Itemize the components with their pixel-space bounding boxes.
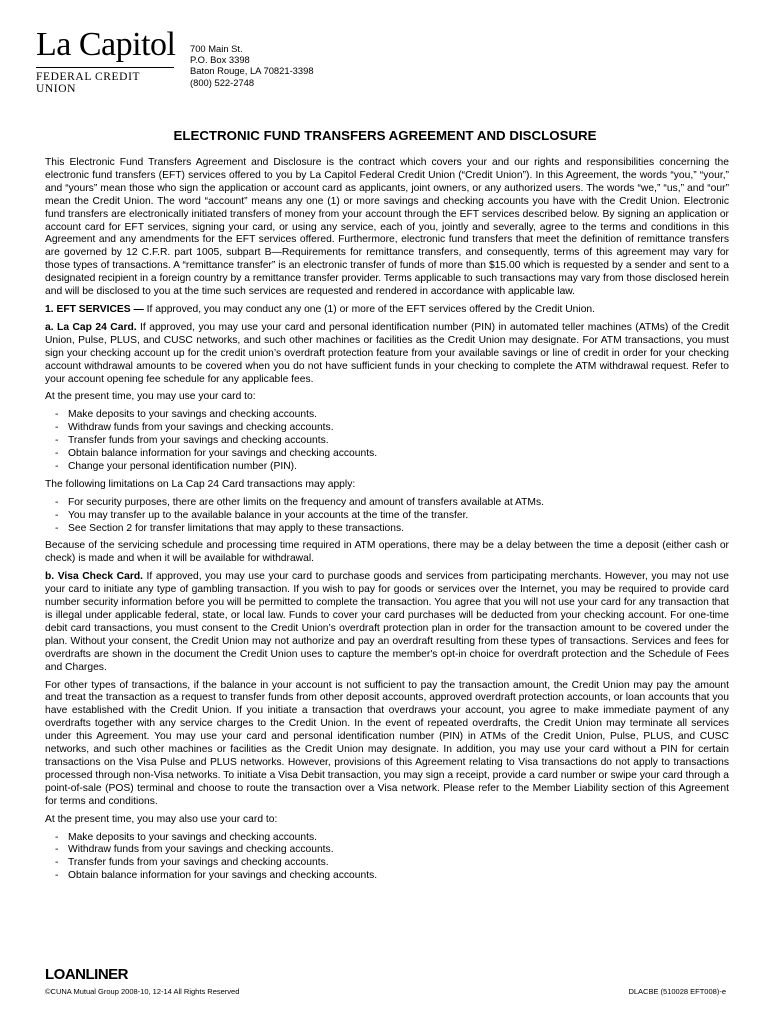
limitations-list — [45, 497, 729, 536]
document-body — [45, 157, 729, 888]
other-transactions-paragraph: For other types of transactions, if the balance in your account is not sufficient to pay the transaction amount, the Credit Union may pay the amount and treat the transaction as a request to transfer funds from other deposit accounts, approved overdraft protection accounts, or loan accounts that you have established with the Credit Union. If you initiate a transaction that overdraws your account, you agree to make immediate payment of any overdrafts together with any service charges to the Credit Union. In the event of repeated overdrafts, the Credit Union may terminate all services under this Agreement. You may use your card and personal identification number (PIN) in ATMs of the Credit Union, Pulse, PLUS, and CUSC networks, and such other machines or facilities as the Credit Union may designate. In addition, you may use your card without a PIN for certain transactions on the Visa Pulse and PLUS networks. However, provisions of this Agreement relating to Visa transactions do not apply to transactions processed through non-Visa networks. To initiate a Visa Debit transaction, you may sign a receipt, provide a card number or swipe your card through a point-of-sale (POS) terminal and choose to route the transaction over a Visa network. Please refer to the Member Liability section of this Agreement for terms and conditions. — [45, 679, 729, 807]
list-item: - Change your personal identification number (PIN). — [55, 461, 729, 474]
list-item: - Make deposits to your savings and checking accounts. — [55, 409, 729, 422]
loanliner-logo: LOANLINER — [45, 966, 128, 983]
list-item: - Transfer funds from your savings and checking accounts. — [55, 435, 729, 448]
intro-paragraph: This Electronic Fund Transfers Agreement and Disclosure is the contract which covers your and our rights and responsibilities concerning the electronic fund transfers (EFT) services offered to you by La Capitol Federal Credit Union (“Credit Union”). In this Agreement, the words “you,” “your,” and “yours” mean those who sign the application or account card as applicants, joint owners, or any authorized users. The words “we,” “us,” and “our” mean the Credit Union. The word “account” means any one (1) or more savings and checking accounts you have with the Credit Union. Electronic fund transfers are electronically initiated transfers of money from your account through the EFT services described below. By signing an application or account card for EFT services, signing your card, or using any service, each of you, jointly and severally, agree to the terms and conditions in this Agreement and any amendments for the EFT services offered. Furthermore, electronic fund transfers that meet the definition of remittance transfers are governed by 12 C.F.R. part 1005, subpart B—Requirements for remittance transfers, and consequently, terms of this agreement may vary for those types of transactions. A “remittance transfer” is an electronic transfer of funds of more than $15.00 which is requested by a sender and sent to a designated recipient in a foreign country by a remittance transfer provider. Terms applicable to such transactions may vary from those disclosed herein and will be disclosed to you at the time such services are requested and rendered in accordance with applicable law. — [45, 157, 729, 298]
form-code: DLACBE (510028 EFT008)-e — [628, 987, 726, 996]
credit-union-logo — [36, 28, 176, 95]
list-item: - Make deposits to your savings and checking accounts. — [55, 832, 729, 845]
address-block — [190, 43, 314, 88]
section-1 — [45, 304, 729, 317]
list-item: - You may transfer up to the available balance in your accounts at the time of the transfer. — [55, 510, 729, 523]
address-line: Baton Rouge, LA 70821-3398 — [190, 65, 314, 77]
logo-name: La Capitol — [36, 26, 176, 63]
phone-number: (800) 522-2748 — [190, 76, 255, 88]
section-b-present-time: At the present time, you may also use your card to: — [45, 813, 278, 825]
section-b-heading: b. Visa Check Card. — [45, 571, 144, 583]
list-item: - Obtain balance information for your savings and checking accounts. — [55, 870, 729, 883]
section-a-present-time: At the present time, you may use your card to: — [45, 391, 256, 403]
copyright-notice: ©CUNA Mutual Group 2008-10, 12-14 All Rights Reserved — [45, 987, 240, 996]
address-line: P.O. Box 3398 — [190, 54, 250, 66]
section-a-text: If approved, you may use your card and personal identification number (PIN) in automated teller machines (ATMs) of the Credit Union, Pulse, PLUS, and CUSC networks, and such other machines or facilities as the Credit Union may designate. For ATM transactions, you must sign your checking account up for the credit union’s overdraft protection feature from your available savings or line of credit in order for your checking account withdrawal amounts to be covered when you do not have sufficient funds in your checking to complete the ATM withdrawal request. Refer to your account opening fee schedule for any applicable fees. — [45, 321, 729, 385]
list-item: - Obtain balance information for your savings and checking accounts. — [55, 448, 729, 461]
section-1-heading: 1. EFT SERVICES — — [45, 303, 144, 315]
logo-subtitle: FEDERAL CREDIT UNION — [36, 71, 140, 95]
section-b-text: If approved, you may use your card to purchase goods and services from participating merchants. However, you may not use your card to initiate any type of gambling transaction. If you wish to pay for goods or services over the Internet, you may be required to provide card number security information before you will be permitted to complete the transaction. You agree that you will not use your card for any transaction that is illegal under applicable federal, state, or local law. Funds to cover your card purchases will be deducted from your checking account. For one-time debit card transactions, you must consent to the Credit Union’s overdraft protection plan in order for the transaction amount to be covered under the plan. Without your consent, the Credit Union may not authorize and pay an overdraft resulting from these types of transactions. Services and fees for overdrafts are shown in the document the Credit Union uses to capture the member's opt-in choice for overdraft protection and the Schedule of Fees and Charges. — [45, 571, 729, 673]
limitations-intro: The following limitations on La Cap 24 Card transactions may apply: — [45, 478, 356, 490]
servicing-paragraph: Because of the servicing schedule and processing time required in ATM operations, there may be a delay between the time a deposit (either cash or check) is made and when it will be available for withdrawal. — [45, 540, 729, 565]
section-a-heading: a. La Cap 24 Card. — [45, 321, 137, 333]
document-title: ELECTRONIC FUND TRANSFERS AGREEMENT AND DISCLOSURE — [173, 128, 597, 143]
list-item: - See Section 2 for transfer limitations that may apply to these transactions. — [55, 523, 729, 536]
list-item: - For security purposes, there are other limits on the frequency and amount of transfers available at ATMs. — [55, 497, 729, 510]
list-item: - Transfer funds from your savings and checking accounts. — [55, 857, 729, 870]
section-a-uses-list — [45, 409, 729, 474]
section-b — [45, 571, 729, 674]
list-item: - Withdraw funds from your savings and checking accounts. — [55, 422, 729, 435]
section-b-uses-list — [45, 832, 729, 884]
list-item: - Withdraw funds from your savings and checking accounts. — [55, 844, 729, 857]
address-line: 700 Main St. — [190, 43, 243, 54]
section-1-text: If approved, you may conduct any one (1) or more of the EFT services offered by the Credit Union. — [143, 303, 596, 315]
section-a — [45, 322, 729, 387]
logo-rule — [36, 67, 174, 68]
